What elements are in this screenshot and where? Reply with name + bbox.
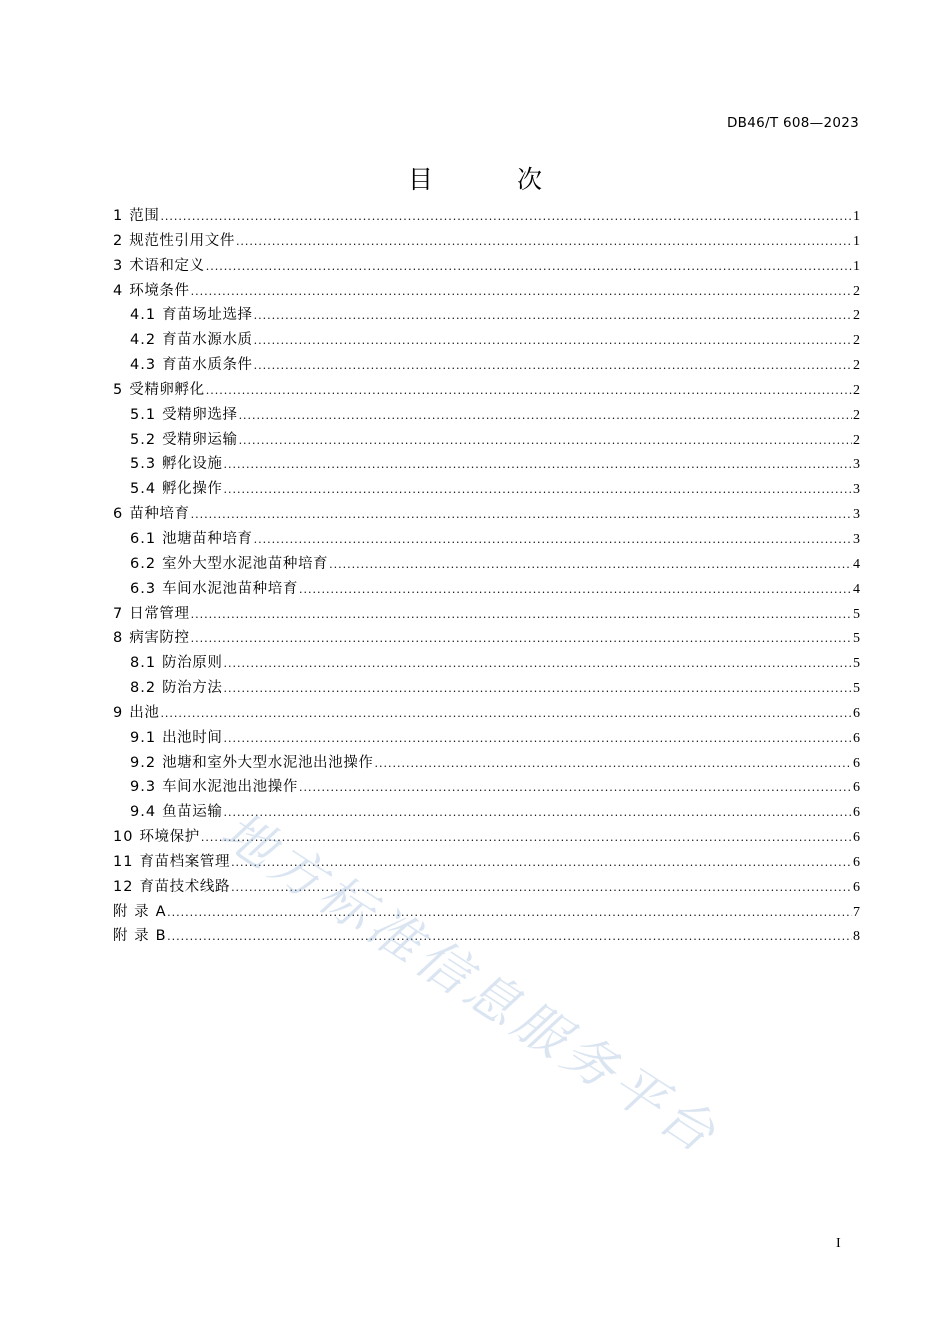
toc-entry[interactable] <box>113 577 860 602</box>
toc-entry-number: 2 <box>113 232 124 249</box>
toc-entry[interactable] <box>113 875 860 900</box>
document-code: DB46/T 608—2023 <box>726 115 859 131</box>
watermark: 地方标准信息服务平台 <box>210 800 730 1168</box>
toc-entry-number: 4 <box>113 282 124 299</box>
toc-entry-page: 7 <box>853 904 860 920</box>
toc-entry[interactable] <box>113 353 860 378</box>
toc-entry-page: 6 <box>853 879 860 895</box>
toc-entry[interactable] <box>113 303 860 328</box>
toc-entry-number: 5 <box>113 381 124 398</box>
toc-entry-number: 4.1 <box>130 307 157 324</box>
toc-entry-title: 育苗场址选择 <box>162 307 253 324</box>
toc-entry-page: 3 <box>853 507 860 523</box>
toc-title: 目 次 <box>408 165 580 194</box>
toc-entry-title: 术语和定义 <box>129 257 205 274</box>
toc-dot-leader <box>206 379 852 404</box>
toc-entry-page: 4 <box>853 556 860 572</box>
toc-entry-number: 9.4 <box>130 804 157 821</box>
toc-entry[interactable] <box>113 378 860 403</box>
toc-entry-number: 4.2 <box>130 332 157 349</box>
toc-entry-number: 5.1 <box>130 406 157 423</box>
toc-entry[interactable] <box>113 800 860 825</box>
toc-entry[interactable] <box>113 602 860 627</box>
toc-entry-number: 3 <box>113 257 124 274</box>
toc-entry-title: 车间水泥池出池操作 <box>162 779 298 796</box>
toc-entry-number: 6.1 <box>130 530 157 547</box>
toc-entry-page: 6 <box>853 705 860 721</box>
toc-dot-leader <box>223 652 852 677</box>
toc-entry-number: 9.2 <box>130 754 157 771</box>
toc-entry-page: 5 <box>853 606 860 622</box>
toc-entry-page: 2 <box>853 407 860 423</box>
toc-entry-title: 环境条件 <box>129 282 190 299</box>
toc-dot-leader <box>374 752 852 777</box>
toc-entry-page: 5 <box>853 681 860 697</box>
toc-entry[interactable] <box>113 403 860 428</box>
toc-entry[interactable] <box>113 900 860 925</box>
toc-entry-page: 1 <box>853 233 860 249</box>
toc-entry-title: 环境保护 <box>139 829 200 846</box>
toc-entry-page: 3 <box>853 457 860 473</box>
toc-entry-page: 2 <box>853 358 860 374</box>
toc-dot-leader <box>160 702 852 727</box>
toc-entry-title: 育苗水质条件 <box>162 357 253 374</box>
toc-dot-leader <box>223 453 852 478</box>
toc-entry-title: 鱼苗运输 <box>162 804 223 821</box>
toc-entry-number: 8.1 <box>130 655 157 672</box>
toc-entry[interactable] <box>113 850 860 875</box>
toc-entry-number: 5.2 <box>130 431 157 448</box>
toc-entry-number: 6.3 <box>130 580 157 597</box>
toc-dot-leader <box>231 851 852 876</box>
toc-entry-page: 2 <box>853 308 860 324</box>
toc-entry-title: 池塘和室外大型水泥池出池操作 <box>162 754 374 771</box>
toc-entry-number: 5.4 <box>130 481 157 498</box>
toc-dot-leader <box>236 230 852 255</box>
toc-entry-page: 2 <box>853 432 860 448</box>
toc-dot-leader <box>167 901 852 926</box>
toc-entry-number: 附 录 <box>113 903 150 920</box>
toc-dot-leader <box>160 205 852 230</box>
toc-entry-title: 范围 <box>129 208 160 224</box>
toc-dot-leader <box>223 801 852 826</box>
toc-entry[interactable] <box>113 775 860 800</box>
toc-entry-title: 日常管理 <box>129 605 190 622</box>
toc-entry-number: 4.3 <box>130 357 157 374</box>
toc-dot-leader <box>299 776 852 801</box>
toc-entry-title: 防治方法 <box>162 680 223 697</box>
toc-entry-title: 孵化设施 <box>162 456 223 473</box>
toc-entry-number: 附 录 <box>113 928 150 945</box>
toc-entry-page: 3 <box>853 482 860 498</box>
toc-entry-title: 出池 <box>129 704 160 721</box>
page-number: I <box>836 1236 841 1251</box>
toc-entry-page: 8 <box>853 929 860 945</box>
toc-entry-number: 1 <box>113 208 124 224</box>
toc-entry-page: 2 <box>853 283 860 299</box>
toc-entry-number: 8.2 <box>130 680 157 697</box>
toc-dot-leader <box>254 528 852 553</box>
toc-dot-leader <box>299 578 852 603</box>
toc-entry-title: 育苗水源水质 <box>162 332 253 349</box>
toc-entry-title: 受精卵选择 <box>162 406 238 423</box>
toc-entry-number: 8 <box>113 630 124 647</box>
toc-dot-leader <box>239 404 852 429</box>
toc-entry-page: 1 <box>853 209 860 224</box>
toc-entry-page: 6 <box>853 780 860 796</box>
toc-entry-number: 9.1 <box>130 729 157 746</box>
toc-dot-leader <box>191 603 852 628</box>
toc-entry-page: 2 <box>853 333 860 349</box>
toc-dot-leader <box>239 429 852 454</box>
toc-entry-number: 6.2 <box>130 555 157 572</box>
toc-entry-page: 6 <box>853 730 860 746</box>
toc-entry[interactable] <box>113 751 860 776</box>
toc-entry-page: 6 <box>853 854 860 870</box>
toc-entry-title: 池塘苗种培育 <box>162 530 253 547</box>
toc-entry[interactable] <box>113 452 860 477</box>
toc-entry[interactable] <box>113 502 860 527</box>
toc-entry-page: 6 <box>853 755 860 771</box>
toc-entry[interactable] <box>113 204 860 229</box>
toc-entry-title: 室外大型水泥池苗种培育 <box>162 555 329 572</box>
toc-entry-number: 5.3 <box>130 456 157 473</box>
toc-entry-page: 1 <box>853 258 860 274</box>
toc-entry-number: 6 <box>113 506 124 523</box>
toc-entry[interactable] <box>113 924 860 949</box>
toc-entry[interactable] <box>113 428 860 453</box>
toc-entry-page: 4 <box>853 581 860 597</box>
toc-dot-leader <box>167 925 852 950</box>
toc-entry[interactable] <box>113 651 860 676</box>
toc-entry-title: 育苗技术线路 <box>139 878 231 895</box>
toc-entry-page: 3 <box>853 531 860 547</box>
toc-entry-page: 6 <box>853 805 860 821</box>
table-of-contents <box>113 204 860 949</box>
toc-entry-title: 病害防控 <box>129 630 190 647</box>
toc-dot-leader <box>223 677 852 702</box>
toc-entry[interactable] <box>113 676 860 701</box>
toc-entry[interactable] <box>113 726 860 751</box>
toc-dot-leader <box>201 826 852 851</box>
toc-entry[interactable] <box>113 279 860 304</box>
toc-entry-title: 车间水泥池苗种培育 <box>162 580 298 597</box>
toc-dot-leader <box>223 478 852 503</box>
toc-entry-title: 孵化操作 <box>162 481 223 498</box>
toc-entry-number: 9.3 <box>130 779 157 796</box>
toc-entry-title: 规范性引用文件 <box>129 232 235 249</box>
toc-entry-title: 防治原则 <box>162 655 223 672</box>
toc-entry[interactable] <box>113 229 860 254</box>
toc-entry[interactable] <box>113 527 860 552</box>
toc-entry-title: 受精卵孵化 <box>129 381 205 398</box>
toc-entry[interactable] <box>113 825 860 850</box>
toc-dot-leader <box>191 627 852 652</box>
toc-dot-leader <box>254 329 852 354</box>
toc-dot-leader <box>231 876 852 901</box>
toc-entry[interactable] <box>113 254 860 279</box>
toc-entry-title: 苗种培育 <box>129 506 190 523</box>
toc-dot-leader <box>206 255 852 280</box>
toc-entry-title: A <box>155 903 167 920</box>
toc-dot-leader <box>223 727 852 752</box>
toc-entry-title: 出池时间 <box>162 729 223 746</box>
toc-entry-title: 受精卵运输 <box>162 431 238 448</box>
toc-entry-number: 10 <box>113 829 134 846</box>
toc-entry-page: 5 <box>853 631 860 647</box>
toc-entry-page: 6 <box>853 830 860 846</box>
toc-entry-title: B <box>155 928 167 945</box>
toc-entry[interactable] <box>113 328 860 353</box>
toc-dot-leader <box>191 280 852 305</box>
toc-entry-page: 2 <box>853 382 860 398</box>
toc-entry-number: 9 <box>113 704 124 721</box>
toc-entry-number: 12 <box>113 878 134 895</box>
toc-entry[interactable] <box>113 552 860 577</box>
toc-entry-number: 7 <box>113 605 124 622</box>
toc-entry-number: 11 <box>113 853 134 870</box>
toc-entry-title: 育苗档案管理 <box>139 853 231 870</box>
toc-dot-leader <box>191 503 852 528</box>
toc-entry-page: 5 <box>853 656 860 672</box>
toc-dot-leader <box>254 304 852 329</box>
toc-entry[interactable] <box>113 477 860 502</box>
toc-entry[interactable] <box>113 701 860 726</box>
toc-dot-leader <box>329 553 852 578</box>
toc-entry[interactable] <box>113 626 860 651</box>
toc-dot-leader <box>254 354 852 379</box>
